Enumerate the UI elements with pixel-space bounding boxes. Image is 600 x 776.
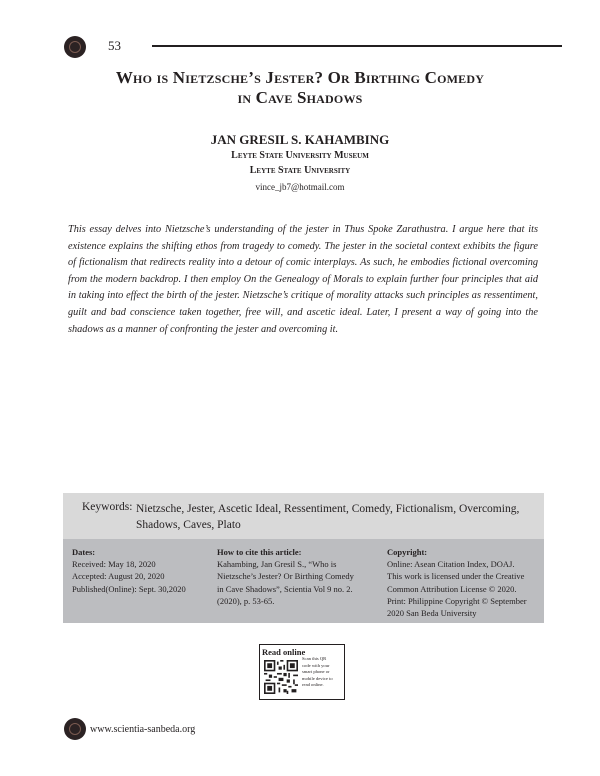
author-email: vince_jb7@hotmail.com [255,182,345,192]
qr-instruction-line: mobile device to [302,675,333,681]
citation-line: (2020), p. 53-65. [217,595,275,606]
citation-line: in Cave Shadows”, Scientia Vol 9 no. 2. [217,583,353,594]
article-title [60,68,540,108]
abstract: This essay delves into Nietzsche’s understanding of the jester in Thus Spoke Zarathustra. I argue here that its existence explains the shifting ethos from tragedy to comedy. The jester in the societal context exhibits the figure of fictionalism that redirects reality into a detour of comic interplays. As such, he embodies fictional overcoming from the modern backdrop. I then employ On the Genealogy of Morals to explain further four principles that aid in taking into effect the birth of the jester. Nietzsche’s critique of morality attacks such principles as ressentiment, guilt and bad conscience taken together, free will, and ascetic ideal. Later, I present a way of going into the shadows as a manner of confronting the jester and overcoming it. [68,224,538,335]
author-name: JAN GRESIL S. KAHAMBING [210,132,390,147]
copyright-heading: Copyright: [387,547,428,557]
citation-heading: How to cite this article: [217,547,302,557]
copyright-line: 2020 San Beda University [387,608,477,619]
keywords-list [136,501,536,533]
dates-column [72,546,207,595]
copyright-column [387,546,542,619]
qr-instructions [302,656,342,689]
qr-instruction-line: Scan this QR [302,656,327,661]
copyright-line: Common Attribution License © 2020. [387,583,517,594]
qr-instruction-line: code with your [302,662,330,668]
citation-column [217,546,377,607]
date-published: Published(Online): Sept. 30,2020 [72,583,186,594]
read-online-title: Read online [262,647,306,657]
date-received: Received: May 18, 2020 [72,559,156,570]
keywords-line-2: Shadows, Caves, Plato [136,519,241,531]
title-line-1: Who is Nietzsche’s Jester? Or Birthing Comedy [115,68,485,87]
copyright-line: Online: Asean Citation Index, DOAJ. [387,559,515,570]
footer-website-link[interactable]: www.scientia-sanbeda.org [90,724,196,735]
dates-heading: Dates: [72,547,96,557]
header-rule [152,45,562,47]
citation-line: Nietzsche’s Jester? Or Birthing Comedy [217,571,354,582]
date-accepted: Accepted: August 20, 2020 [72,571,165,582]
journal-logo-icon [64,36,86,58]
keywords-label: Keywords: [82,501,133,513]
affiliation-museum: Leyte State University Museum [231,150,369,161]
citation-line: Kahambing, Jan Gresil S., “Who is [217,559,337,570]
footer-logo-icon [64,718,86,740]
copyright-line: Print: Philippine Copyright © September [387,595,527,606]
title-line-2: in Cave Shadows [237,88,363,107]
qr-instruction-line: read online. [302,682,324,688]
copyright-line: This work is licensed under the Creative [387,571,525,582]
page-number: 53 [108,38,121,53]
qr-code-icon[interactable] [264,660,298,694]
qr-instruction-line: smart phone or [302,669,330,675]
keywords-line-1: Nietzsche, Jester, Ascetic Ideal, Ressentiment, Comedy, Fictionalism, Overcoming, [136,503,520,515]
affiliation-university: Leyte State University [249,165,351,176]
